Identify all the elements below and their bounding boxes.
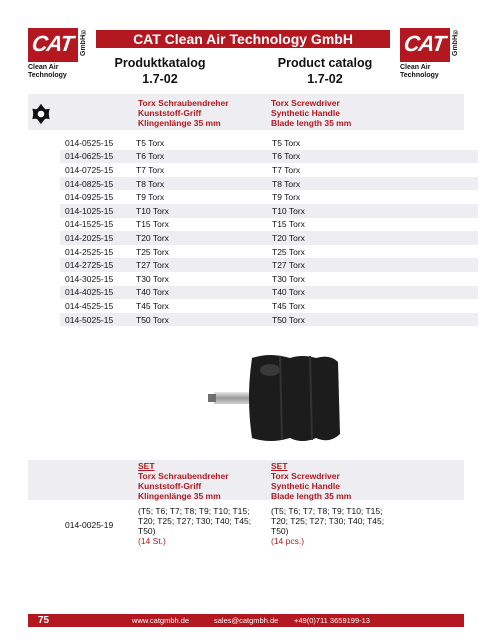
logo-sub-line2: Technology bbox=[400, 72, 439, 79]
set-desc-de-line2: Kunststoff-Griff bbox=[138, 481, 202, 491]
product-description-de bbox=[138, 98, 229, 128]
item-name-de: T30 Torx bbox=[136, 273, 169, 284]
table-row bbox=[60, 272, 478, 286]
torx-icon bbox=[30, 103, 52, 125]
desc-de-line3: Klingenlänge 35 mm bbox=[138, 118, 221, 128]
item-name-en: T45 Torx bbox=[272, 300, 305, 311]
set-list-en-line2: T20; T25; T27; T30; T40; T45; bbox=[271, 516, 385, 526]
set-list-en-line1: (T5; T6; T7; T8; T9; T10; T15; bbox=[271, 506, 383, 516]
set-desc-en-line3: Blade length 35 mm bbox=[271, 491, 352, 501]
article-code: 014-0725-15 bbox=[65, 164, 114, 175]
item-name-de: T25 Torx bbox=[136, 246, 169, 257]
desc-de-line1: Torx Schraubendreher bbox=[138, 98, 229, 108]
item-name-de: T7 Torx bbox=[136, 164, 165, 175]
item-name-de: T9 Torx bbox=[136, 192, 165, 203]
item-name-en: T50 Torx bbox=[267, 313, 478, 327]
set-desc-de-line3: Klingenlänge 35 mm bbox=[138, 491, 221, 501]
desc-en-line1: Torx Screwdriver bbox=[271, 98, 340, 108]
set-count-de: (14 St.) bbox=[138, 536, 166, 546]
catalog-number-en: 1.7-02 bbox=[307, 72, 343, 86]
company-banner: CAT Clean Air Technology GmbH bbox=[96, 30, 390, 48]
desc-de-line2: Kunststoff-Griff bbox=[138, 108, 202, 118]
table-row bbox=[60, 150, 478, 164]
product-description-band bbox=[28, 94, 464, 130]
article-code: 014-1025-15 bbox=[60, 204, 131, 218]
screwdriver-photo bbox=[130, 348, 354, 452]
table-row bbox=[60, 204, 478, 218]
set-desc-en-line1: Torx Screwdriver bbox=[271, 471, 340, 481]
item-name-en: T30 Torx bbox=[272, 273, 305, 284]
article-code: 014-1525-15 bbox=[65, 219, 114, 230]
table-row bbox=[60, 286, 478, 300]
item-name-en: T7 Torx bbox=[272, 164, 301, 175]
table-row bbox=[60, 218, 478, 232]
item-name-de: T45 Torx bbox=[136, 300, 169, 311]
item-name-de: T20 Torx bbox=[131, 231, 267, 245]
company-logo-right bbox=[400, 28, 462, 80]
catalog-number-de: 1.7-02 bbox=[142, 72, 178, 86]
logo-sub-line1: Clean Air bbox=[28, 64, 59, 71]
set-list-en-line3: T50) bbox=[271, 526, 289, 536]
item-name-en: T10 Torx bbox=[267, 204, 478, 218]
article-code: 014-0925-15 bbox=[65, 192, 114, 203]
item-name-en: T5 Torx bbox=[272, 137, 301, 148]
catalog-header-de bbox=[110, 56, 210, 86]
table-row bbox=[60, 313, 478, 327]
catalog-title-de: Produktkatalog bbox=[114, 56, 206, 70]
set-description-en bbox=[271, 461, 351, 501]
table-row bbox=[60, 136, 478, 150]
set-list-de-line1: (T5; T6; T7; T8; T9; T10; T15; bbox=[138, 506, 250, 516]
footer-phone: +49(0)711 3659199-13 bbox=[294, 616, 370, 625]
item-name-de: T40 Torx bbox=[131, 286, 267, 300]
desc-en-line3: Blade length 35 mm bbox=[271, 118, 352, 128]
set-count-en: (14 pcs.) bbox=[271, 536, 305, 546]
page-number: 75 bbox=[38, 615, 50, 626]
article-code: 014-2525-15 bbox=[65, 246, 114, 257]
set-description-de bbox=[138, 461, 229, 501]
item-name-de: T50 Torx bbox=[131, 313, 267, 327]
set-label-de: SET bbox=[138, 461, 155, 471]
item-name-de: T5 Torx bbox=[136, 137, 165, 148]
item-name-en: T40 Torx bbox=[267, 286, 478, 300]
set-desc-en-line2: Synthetic Handle bbox=[271, 481, 340, 491]
product-table bbox=[60, 136, 478, 326]
set-article-code: 014-0025-19 bbox=[65, 520, 114, 530]
catalog-header-en bbox=[270, 56, 380, 86]
footer-website-link[interactable]: www.catgmbh.de bbox=[132, 616, 190, 625]
article-code: 014-0525-15 bbox=[65, 137, 114, 148]
logo-gmbh: GmbH® bbox=[452, 28, 459, 56]
table-row bbox=[60, 163, 478, 177]
item-name-en: T6 Torx bbox=[267, 150, 478, 164]
item-name-de: T27 Torx bbox=[131, 258, 267, 272]
table-row bbox=[60, 177, 478, 191]
article-code: 014-2725-15 bbox=[60, 258, 131, 272]
catalog-title-en: Product catalog bbox=[277, 56, 373, 70]
product-description-en bbox=[271, 98, 351, 128]
article-code: 014-0625-15 bbox=[60, 150, 131, 164]
logo-sub-line1: Clean Air bbox=[400, 64, 431, 71]
item-name-en: T27 Torx bbox=[267, 258, 478, 272]
set-contents-de bbox=[138, 506, 251, 546]
set-desc-de-line1: Torx Schraubendreher bbox=[138, 471, 229, 481]
page-footer bbox=[28, 614, 464, 627]
item-name-en: T25 Torx bbox=[272, 246, 305, 257]
article-code: 014-3025-15 bbox=[65, 273, 114, 284]
item-name-de: T8 Torx bbox=[131, 177, 267, 191]
item-name-en: T15 Torx bbox=[272, 219, 305, 230]
logo-text: CAT bbox=[30, 31, 75, 56]
table-row bbox=[60, 299, 478, 313]
set-label-en: SET bbox=[271, 461, 288, 471]
set-description-band bbox=[28, 460, 464, 500]
article-code: 014-4525-15 bbox=[65, 300, 114, 311]
set-contents-en bbox=[271, 506, 384, 546]
company-logo-left bbox=[28, 28, 90, 80]
item-name-en: T20 Torx bbox=[267, 231, 478, 245]
set-list-de-line2: T20; T25; T27; T30; T40; T45; bbox=[138, 516, 252, 526]
item-name-en: T9 Torx bbox=[272, 192, 301, 203]
article-code: 014-0825-15 bbox=[60, 177, 131, 191]
item-name-de: T10 Torx bbox=[131, 204, 267, 218]
set-list-de-line3: T50) bbox=[138, 526, 156, 536]
logo-text: CAT bbox=[402, 31, 447, 56]
logo-sub-line2: Technology bbox=[28, 72, 67, 79]
item-name-de: T6 Torx bbox=[131, 150, 267, 164]
item-name-de: T15 Torx bbox=[136, 219, 169, 230]
item-name-en: T8 Torx bbox=[267, 177, 478, 191]
article-code: 014-4025-15 bbox=[60, 286, 131, 300]
footer-email-link[interactable]: sales@catgmbh.de bbox=[214, 616, 279, 625]
desc-en-line2: Synthetic Handle bbox=[271, 108, 340, 118]
logo-gmbh: GmbH® bbox=[80, 28, 87, 56]
table-row bbox=[60, 231, 478, 245]
table-row bbox=[60, 258, 478, 272]
table-row bbox=[60, 190, 478, 204]
article-code: 014-5025-15 bbox=[60, 313, 131, 327]
article-code: 014-2025-15 bbox=[60, 231, 131, 245]
table-row bbox=[60, 245, 478, 259]
